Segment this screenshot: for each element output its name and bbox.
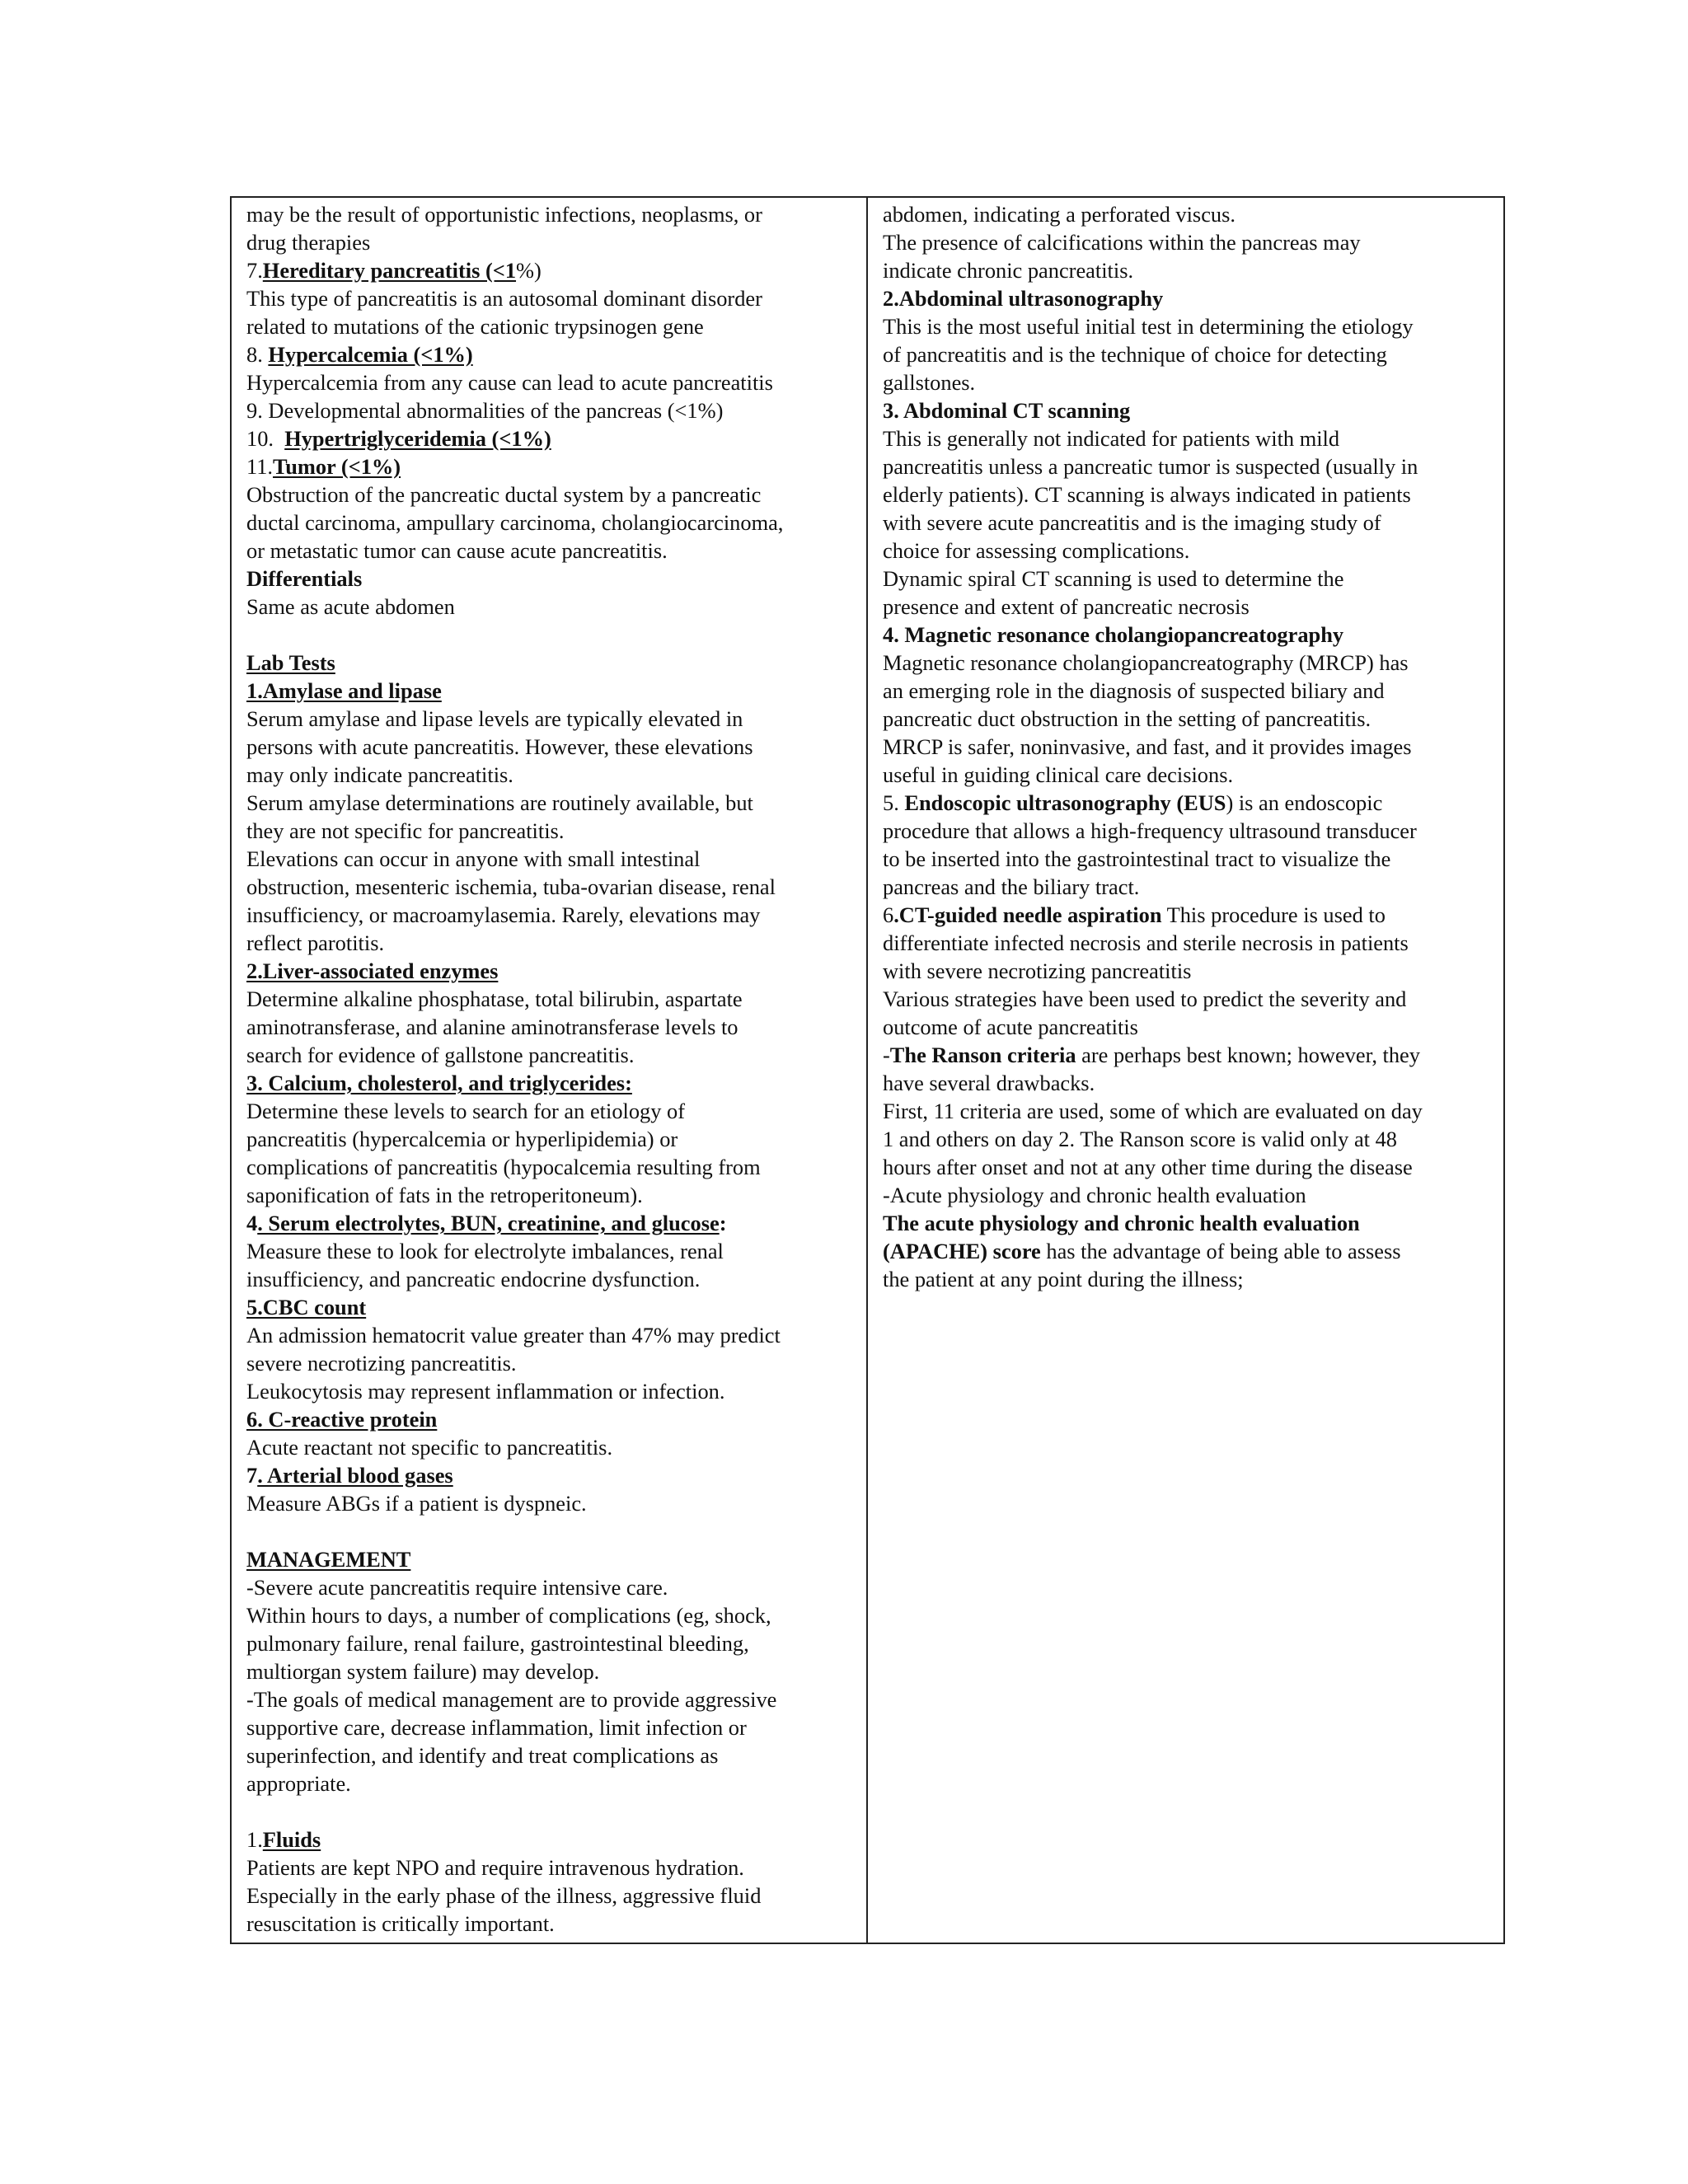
text-line: they are not specific for pancreatitis. [246, 818, 565, 843]
heading-ct-guided-aspiration: 6.CT-guided needle aspiration This procedure is used to [883, 902, 1386, 927]
text-line: choice for assessing complications. [883, 538, 1190, 563]
heading-liver-enzymes: 2.Liver-associated enzymes [246, 958, 499, 983]
text-line: 9. Developmental abnormalities of the pancreas (<1%) [246, 398, 724, 423]
heading-amylase-lipase: 1.Amylase and lipase [246, 678, 442, 703]
text-line: resuscitation is critically important. [246, 1911, 555, 1936]
heading-fluids: 1.Fluids [246, 1827, 321, 1852]
text-line: Hypercalcemia from any cause can lead to acute pancreatitis [246, 370, 773, 395]
text-line: may only indicate pancreatitis. [246, 762, 513, 787]
text-line: pulmonary failure, renal failure, gastrointestinal bleeding, [246, 1631, 749, 1656]
text-line: Acute reactant not specific to pancreatitis. [246, 1435, 613, 1460]
text-line: This is generally not indicated for patients with mild [883, 426, 1340, 451]
text-line: Measure ABGs if a patient is dyspneic. [246, 1491, 587, 1516]
text-line: abdomen, indicating a perforated viscus. [883, 202, 1236, 227]
text-line: search for evidence of gallstone pancreatitis. [246, 1043, 635, 1067]
text-line: may be the result of opportunistic infections, neoplasms, or [246, 202, 762, 227]
text-line: pancreatitis unless a pancreatic tumor is suspected (usually in [883, 454, 1418, 479]
text-line: procedure that allows a high-frequency ultrasound transducer [883, 818, 1417, 843]
text-line: differentiate infected necrosis and sterile necrosis in patients [883, 930, 1409, 955]
text-line: This is the most useful initial test in determining the etiology [883, 314, 1414, 339]
text-line: This type of pancreatitis is an autosomal dominant disorder [246, 286, 762, 311]
left-column [232, 198, 868, 1943]
heading-calcium-cholesterol: 3. Calcium, cholesterol, and triglycerides: [246, 1071, 632, 1095]
text-line: with severe necrotizing pancreatitis [883, 958, 1192, 983]
text-line: superinfection, and identify and treat complications as [246, 1743, 719, 1768]
text-line: or metastatic tumor can cause acute pancreatitis. [246, 538, 668, 563]
text-line: severe necrotizing pancreatitis. [246, 1351, 517, 1376]
text-line: -The goals of medical management are to provide aggressive [246, 1687, 777, 1712]
heading-tumor: 11.Tumor (<1%) [246, 454, 401, 479]
text-line: Determine alkaline phosphatase, total bilirubin, aspartate [246, 987, 743, 1011]
blank-line [246, 621, 860, 649]
text-line: Patients are kept NPO and require intravenous hydration. [246, 1855, 744, 1880]
text-line: Within hours to days, a number of complications (eg, shock, [246, 1603, 771, 1628]
text-line: 1 and others on day 2. The Ranson score is valid only at 48 [883, 1127, 1397, 1151]
text-line: related to mutations of the cationic trypsinogen gene [246, 314, 704, 339]
text-line: drug therapies [246, 230, 371, 255]
heading-cbc-count: 5.CBC count [246, 1295, 367, 1319]
text-line: Magnetic resonance cholangiopancreatography (MRCP) has [883, 650, 1409, 675]
heading-abdominal-ct: 3. Abdominal CT scanning [883, 398, 1131, 423]
text-line: gallstones. [883, 370, 976, 395]
text-line: ductal carcinoma, ampullary carcinoma, cholangiocarcinoma, [246, 510, 784, 535]
heading-arterial-blood-gases: 7. Arterial blood gases [246, 1463, 453, 1488]
text-line: multiorgan system failure) may develop. [246, 1659, 600, 1684]
text-line: pancreas and the biliary tract. [883, 874, 1140, 899]
text-line: reflect parotitis. [246, 930, 385, 955]
heading-apache: The acute physiology and chronic health evaluation [883, 1211, 1360, 1235]
text-line: supportive care, decrease inflammation, limit infection or [246, 1715, 747, 1740]
text-line: Leukocytosis may represent inflammation or infection. [246, 1379, 725, 1404]
heading-hypertriglyceridemia: 10. Hypertriglyceridemia (<1%) [246, 426, 551, 451]
text-line: pancreatitis (hypercalcemia or hyperlipidemia) or [246, 1127, 678, 1151]
heading-hypercalcemia: 8. Hypercalcemia (<1%) [246, 342, 473, 367]
text-line: pancreatic duct obstruction in the setting of pancreatitis. [883, 706, 1372, 731]
text-line: hours after onset and not at any other time during the disease [883, 1155, 1413, 1179]
text-line: have several drawbacks. [883, 1071, 1095, 1095]
heading-management: MANAGEMENT [246, 1547, 411, 1572]
text-line: of pancreatitis and is the technique of choice for detecting [883, 342, 1387, 367]
text-line: Measure these to look for electrolyte imbalances, renal [246, 1239, 724, 1263]
text-line: obstruction, mesenteric ischemia, tuba-ovarian disease, renal [246, 874, 776, 899]
text-line: outcome of acute pancreatitis [883, 1015, 1138, 1039]
text-line: persons with acute pancreatitis. However, these elevations [246, 734, 753, 759]
text-line: Serum amylase determinations are routinely available, but [246, 790, 753, 815]
text-line: insufficiency, or macroamylasemia. Rarely, elevations may [246, 902, 761, 927]
text-line: First, 11 criteria are used, some of which are evaluated on day [883, 1099, 1423, 1123]
heading-ranson-criteria: -The Ranson criteria are perhaps best known; however, they [883, 1043, 1420, 1067]
text-line: aminotransferase, and alanine aminotransferase levels to [246, 1015, 738, 1039]
text-line: the patient at any point during the illness; [883, 1267, 1244, 1291]
heading-serum-electrolytes: 4. Serum electrolytes, BUN, creatinine, and glucose: [246, 1211, 727, 1235]
text-line: -Acute physiology and chronic health evaluation [883, 1183, 1306, 1207]
blank-line [246, 1517, 860, 1545]
heading-endoscopic-ultrasonography: 5. Endoscopic ultrasonography (EUS) is an endoscopic [883, 790, 1383, 815]
text-line: complications of pancreatitis (hypocalcemia resulting from [246, 1155, 761, 1179]
text-line: (APACHE) score has the advantage of being able to assess [883, 1239, 1401, 1263]
heading-differentials: Differentials [246, 566, 363, 591]
text-line: appropriate. [246, 1771, 351, 1796]
blank-line [246, 1797, 860, 1825]
text-line: Dynamic spiral CT scanning is used to determine the [883, 566, 1344, 591]
two-column-table [230, 196, 1505, 1944]
text-line: saponification of fats in the retroperitoneum). [246, 1183, 643, 1207]
text-line: to be inserted into the gastrointestinal tract to visualize the [883, 846, 1391, 871]
text-line: Obstruction of the pancreatic ductal system by a pancreatic [246, 482, 762, 507]
heading-c-reactive-protein: 6. C-reactive protein [246, 1407, 438, 1432]
heading-abdominal-ultrasonography: 2.Abdominal ultrasonography [883, 286, 1164, 311]
text-line: The presence of calcifications within the pancreas may [883, 230, 1361, 255]
text-line: -Severe acute pancreatitis require intensive care. [246, 1575, 668, 1600]
text-line: Serum amylase and lipase levels are typically elevated in [246, 706, 743, 731]
text-line: with severe acute pancreatitis and is the imaging study of [883, 510, 1381, 535]
text-line: presence and extent of pancreatic necrosis [883, 594, 1250, 619]
text-line: Various strategies have been used to predict the severity and [883, 987, 1407, 1011]
text-line: elderly patients). CT scanning is always indicated in patients [883, 482, 1411, 507]
text-line: Elevations can occur in anyone with small intestinal [246, 846, 701, 871]
text-line: insufficiency, and pancreatic endocrine dysfunction. [246, 1267, 701, 1291]
text-line: useful in guiding clinical care decisions. [883, 762, 1234, 787]
heading-hereditary-pancreatitis: 7.Hereditary pancreatitis (<1%) [246, 258, 542, 283]
text-line: An admission hematocrit value greater than 47% may predict [246, 1323, 781, 1347]
right-column [868, 198, 1503, 1943]
text-line: Same as acute abdomen [246, 594, 455, 619]
text-line: indicate chronic pancreatitis. [883, 258, 1134, 283]
heading-mrcp: 4. Magnetic resonance cholangiopancreatography [883, 622, 1344, 647]
text-line: MRCP is safer, noninvasive, and fast, and it provides images [883, 734, 1412, 759]
heading-lab-tests: Lab Tests [246, 650, 335, 675]
text-line: Determine these levels to search for an etiology of [246, 1099, 686, 1123]
text-line: an emerging role in the diagnosis of suspected biliary and [883, 678, 1385, 703]
text-line: Especially in the early phase of the illness, aggressive fluid [246, 1883, 762, 1908]
